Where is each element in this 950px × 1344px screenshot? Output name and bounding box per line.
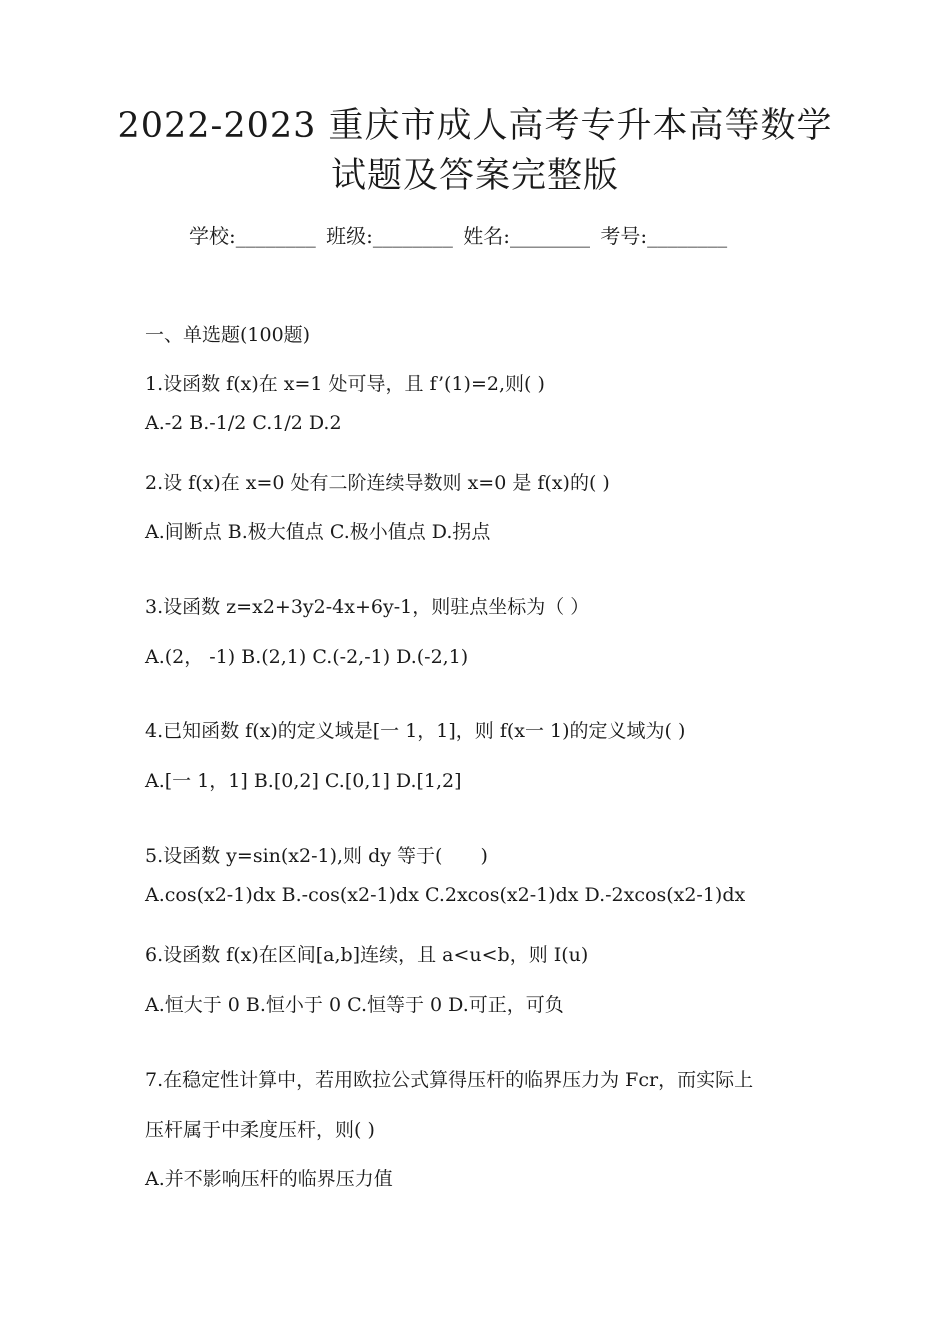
student-info-row	[189, 222, 731, 250]
name-field: 姓名:________	[463, 224, 590, 248]
question-7-stem-line2: 压杆属于中柔度压杆，则( )	[145, 1119, 375, 1141]
question-7-stem-line1: 7.在稳定性计算中，若用欧拉公式算得压杆的临界压力为 Fcr，而实际上	[145, 1069, 754, 1091]
question-4-stem: 4.已知函数 f(x)的定义域是[一 1，1]，则 f(x一 1)的定义域为( )	[145, 720, 686, 742]
question-6-stem: 6.设函数 f(x)在区间[a,b]连续，且 a<u<b，则 I(u)	[145, 944, 589, 966]
question-1-options: A.-2 B.-1/2 C.1/2 D.2	[145, 412, 342, 434]
exam-number-field: 考号:________	[600, 224, 728, 248]
question-3-options: A.(2， -1) B.(2,1) C.(-2,-1) D.(-2,1)	[145, 646, 469, 668]
document-title-line2: 试题及答案完整版	[330, 156, 619, 196]
question-2-stem: 2.设 f(x)在 x=0 处有二阶连续导数则 x=0 是 f(x)的( )	[145, 472, 610, 494]
question-2-options: A.间断点 B.极大值点 C.极小值点 D.拐点	[145, 521, 491, 543]
class-field: 班级:________	[326, 224, 453, 248]
document-title-line1: 2022-2023 重庆市成人高考专升本高等数学	[117, 106, 833, 146]
question-7-options: A.并不影响压杆的临界压力值	[145, 1168, 393, 1190]
school-field: 学校:________	[189, 224, 316, 248]
question-4-options: A.[一 1，1] B.[0,2] C.[0,1] D.[1,2]	[145, 770, 462, 792]
question-5-options: A.cos(x2-1)dx B.-cos(x2-1)dx C.2xcos(x2-1)dx D.-2xcos(x2-1)dx	[145, 884, 746, 906]
question-6-options: A.恒大于 0 B.恒小于 0 C.恒等于 0 D.可正，可负	[145, 994, 564, 1016]
question-5-stem: 5.设函数 y=sin(x2-1),则 dy 等于( )	[145, 845, 488, 867]
question-3-stem: 3.设函数 z=x2+3y2-4x+6y-1，则驻点坐标为（ ）	[145, 596, 590, 618]
section-heading: 一、单选题(100题)	[145, 324, 311, 346]
question-1-stem: 1.设函数 f(x)在 x=1 处可导，且 f’(1)=2,则( )	[145, 373, 545, 395]
